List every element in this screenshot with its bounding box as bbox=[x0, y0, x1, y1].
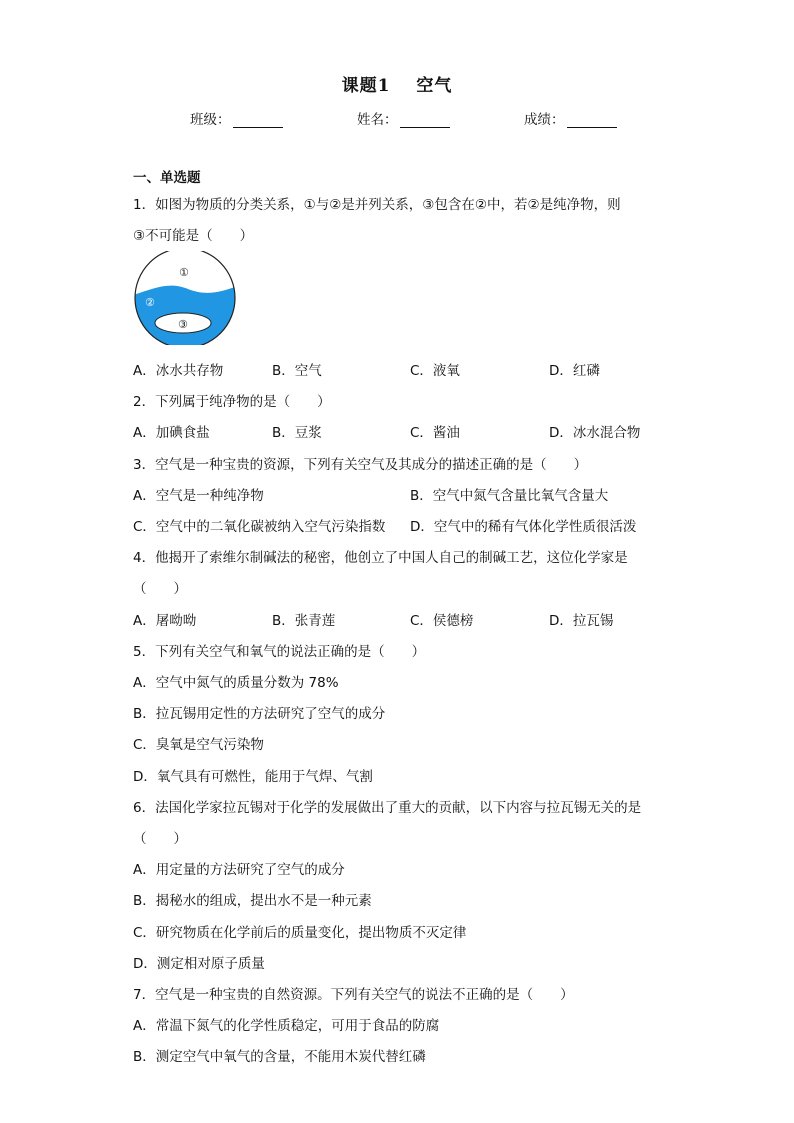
q5-option-a[interactable]: A．空气中氮气的质量分数为 78% bbox=[133, 675, 339, 691]
q2-stem: 2．下列属于纯净物的是（ ） bbox=[133, 394, 331, 410]
q1-option-c[interactable]: C．液氧 bbox=[410, 363, 460, 379]
title-subject: 空气 bbox=[416, 76, 453, 96]
q7-option-b[interactable]: B．测定空气中氧气的含量，不能用木炭代替红磷 bbox=[133, 1049, 426, 1065]
q4-stem-line1: 4．他揭开了索维尔制碱法的秘密，他创立了中国人自己的制碱工艺，这位化学家是 bbox=[133, 550, 628, 566]
q5-option-b[interactable]: B．拉瓦锡用定性的方法研究了空气的成分 bbox=[133, 706, 386, 722]
classification-diagram bbox=[133, 251, 241, 345]
label-2: ② bbox=[145, 296, 155, 309]
score-field bbox=[524, 108, 617, 128]
name-blank[interactable] bbox=[400, 113, 450, 128]
q3-stem: 3．空气是一种宝贵的资源，下列有关空气及其成分的描述正确的是（ ） bbox=[133, 457, 588, 473]
label-3: ③ bbox=[178, 318, 188, 331]
class-field bbox=[190, 108, 283, 128]
q2-option-a[interactable]: A．加碘食盐 bbox=[133, 425, 210, 441]
q3-option-c[interactable]: C．空气中的二氧化碳被纳入空气污染指数 bbox=[133, 519, 386, 535]
q3-option-d[interactable]: D．空气中的稀有气体化学性质很活泼 bbox=[410, 519, 637, 535]
q3-option-a[interactable]: A．空气是一种纯净物 bbox=[133, 488, 264, 504]
q1-stem-line2: ③不可能是（ ） bbox=[133, 228, 254, 244]
q6-option-a[interactable]: A．用定量的方法研究了空气的成分 bbox=[133, 862, 345, 878]
q7-stem: 7．空气是一种宝贵的自然资源。下列有关空气的说法不正确的是（ ） bbox=[133, 987, 574, 1003]
q2-option-c[interactable]: C．酱油 bbox=[410, 425, 460, 441]
score-blank[interactable] bbox=[567, 113, 617, 128]
q7-option-a[interactable]: A．常温下氮气的化学性质稳定，可用于食品的防腐 bbox=[133, 1018, 440, 1034]
q2-option-b[interactable]: B．豆浆 bbox=[272, 425, 322, 441]
q1-option-a[interactable]: A．冰水共存物 bbox=[133, 363, 224, 379]
q4-option-c[interactable]: C．侯德榜 bbox=[410, 613, 474, 629]
q6-stem-line1: 6．法国化学家拉瓦锡对于化学的发展做出了重大的贡献，以下内容与拉瓦锡无关的是 bbox=[133, 800, 642, 816]
q4-option-a[interactable]: A．屠呦呦 bbox=[133, 613, 197, 629]
q6-option-c[interactable]: C．研究物质在化学前后的质量变化，提出物质不灭定律 bbox=[133, 925, 467, 941]
q2-option-d[interactable]: D．冰水混合物 bbox=[549, 425, 641, 441]
q5-option-c[interactable]: C．臭氧是空气污染物 bbox=[133, 737, 264, 753]
q5-stem: 5．下列有关空气和氧气的说法正确的是（ ） bbox=[133, 644, 426, 660]
q6-stem-line2: （ ） bbox=[133, 831, 187, 847]
q4-stem-line2: （ ） bbox=[133, 581, 187, 597]
q3-option-b[interactable]: B．空气中氮气含量比氧气含量大 bbox=[410, 488, 609, 504]
q5-option-d[interactable]: D．氧气具有可燃性，能用于气焊、气割 bbox=[133, 769, 373, 785]
name-field bbox=[357, 108, 450, 128]
q6-option-b[interactable]: B．揭秘水的组成，提出水不是一种元素 bbox=[133, 893, 372, 909]
q4-option-d[interactable]: D．拉瓦锡 bbox=[549, 613, 614, 629]
title-topic: 课题1 bbox=[341, 76, 391, 96]
name-label: 姓名： bbox=[357, 112, 398, 128]
label-1: ① bbox=[179, 266, 189, 279]
class-label: 班级： bbox=[190, 112, 231, 128]
q4-option-b[interactable]: B．张青莲 bbox=[272, 613, 336, 629]
q6-option-d[interactable]: D．测定相对原子质量 bbox=[133, 956, 265, 972]
q1-option-d[interactable]: D．红磷 bbox=[549, 363, 600, 379]
q1-stem-line1: 1．如图为物质的分类关系，①与②是并列关系，③包含在②中，若②是纯净物，则 bbox=[133, 197, 621, 213]
section-heading: 一、单选题 bbox=[133, 170, 201, 186]
class-blank[interactable] bbox=[233, 113, 283, 128]
q1-option-b[interactable]: B．空气 bbox=[272, 363, 322, 379]
page-title bbox=[0, 71, 794, 96]
score-label: 成绩： bbox=[524, 112, 565, 128]
